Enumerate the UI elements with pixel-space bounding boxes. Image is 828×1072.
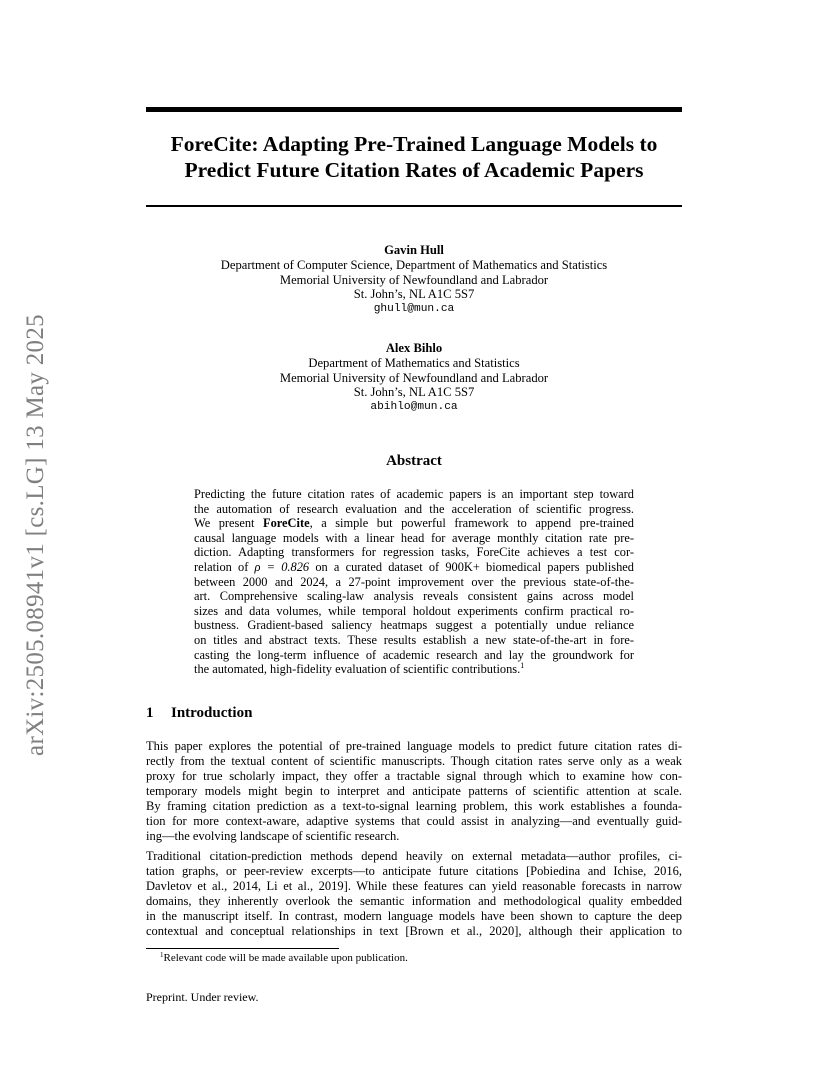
author-address: St. John’s, NL A1C 5S7 bbox=[353, 287, 475, 302]
abstract-text: relation of bbox=[194, 559, 255, 574]
section-number: 1 bbox=[146, 705, 154, 721]
section-heading-introduction bbox=[146, 705, 252, 722]
method-name: ForeCite bbox=[263, 516, 310, 531]
paragraph-line: tation graphs, or peer-review excerpts—to anticipate future citations [Pobiedina and Ichise, 2016, bbox=[146, 864, 682, 878]
paragraph-line: contextual and conceptual relationships in text [Brown et al., 2020], although their application to bbox=[146, 924, 682, 938]
title-line-1: ForeCite: Adapting Pre-Trained Language Models to bbox=[170, 132, 658, 156]
paragraph-line: ing—the evolving landscape of scientific research. bbox=[146, 829, 400, 843]
abstract-line bbox=[194, 560, 634, 575]
abstract-line: diction. Adapting transformers for regression tasks, ForeCite achieves a test cor- bbox=[194, 545, 634, 560]
paragraph-line: proxy for true scholarly impact, they offer a tractable signal through which to examine how con- bbox=[146, 769, 682, 783]
abstract-line bbox=[194, 662, 634, 677]
paragraph-line: Traditional citation-prediction methods depend heavily on external metadata—author profiles, ci- bbox=[146, 849, 682, 863]
paragraph-line: domains, they inherently overlook the semantic information and methodological quality embedded bbox=[146, 894, 682, 908]
abstract-line: Predicting the future citation rates of academic papers is an important step toward bbox=[194, 487, 634, 501]
intro-paragraph-1 bbox=[146, 739, 682, 844]
footnote-rule bbox=[146, 948, 339, 949]
author-affiliation: Department of Mathematics and Statistics bbox=[308, 355, 520, 370]
arxiv-identifier bbox=[6, 290, 66, 780]
section-title: Introduction bbox=[171, 705, 253, 721]
author-block-2 bbox=[146, 341, 682, 415]
paragraph-line: temporary models might begin to interpret and anticipate patterns of scientific attention at scale. bbox=[146, 784, 682, 798]
abstract-body bbox=[194, 487, 634, 677]
author-email[interactable]: abihlo@mun.ca bbox=[370, 401, 458, 414]
abstract-line: bustness. Gradient-based saliency heatmaps suggest a potentially undue reliance bbox=[194, 618, 634, 633]
abstract-line: sizes and data volumes, while temporal holdout experiments confirm practical ro- bbox=[194, 603, 634, 618]
footnote bbox=[160, 952, 408, 965]
title-line-2: Predict Future Citation Rates of Academic Papers bbox=[184, 158, 644, 182]
abstract-line: between 2000 and 2024, a 27-point improvement over the previous state-of-the- bbox=[194, 574, 634, 589]
author-name: Alex Bihlo bbox=[385, 341, 443, 355]
author-name: Gavin Hull bbox=[384, 243, 444, 257]
paragraph-line: Davletov et al., 2014, Li et al., 2019]. While these features can yield reasonable forecasts in narrow bbox=[146, 879, 682, 893]
author-institution: Memorial University of Newfoundland and Labrador bbox=[279, 370, 549, 385]
abstract-text: the automated, high-fidelity evaluation of scientific contributions. bbox=[194, 662, 521, 677]
correlation-value: ρ = 0.826 bbox=[254, 559, 310, 574]
abstract-line bbox=[194, 516, 634, 531]
abstract-line: on titles and abstract texts. These results establish a new state-of-the-art in fore- bbox=[194, 632, 634, 647]
author-affiliation: Department of Computer Science, Department of Mathematics and Statistics bbox=[220, 257, 608, 272]
paragraph-line: tion for more context-aware, adaptive systems that could assist in analyzing—and eventually guid- bbox=[146, 814, 682, 828]
author-block-1 bbox=[146, 243, 682, 317]
arxiv-identifier-text: arXiv:2505.08941v1 [cs.LG] 13 May 2025 bbox=[22, 314, 49, 756]
paragraph-line: By framing citation prediction as a text-to-signal learning problem, this work establishes a founda- bbox=[146, 799, 682, 813]
footnote-marker[interactable]: 1 bbox=[520, 661, 525, 671]
abstract-line: causal language models with a linear head for average monthly citation rate pre- bbox=[194, 530, 634, 545]
abstract-text: We present bbox=[194, 516, 264, 531]
abstract-heading: Abstract bbox=[386, 453, 442, 469]
title-top-rule bbox=[146, 107, 682, 112]
footnote-text: Relevant code will be made available upon publication. bbox=[163, 952, 408, 964]
paragraph-line: rectly from the textual content of scientific manuscripts. Though citation rates serve only as a weak bbox=[146, 754, 682, 768]
author-email[interactable]: ghull@mun.ca bbox=[373, 303, 455, 316]
author-address: St. John’s, NL A1C 5S7 bbox=[353, 385, 475, 400]
author-institution: Memorial University of Newfoundland and Labrador bbox=[279, 272, 549, 287]
paragraph-line: in the manuscript itself. In contrast, modern language models have been shown to capture the deep bbox=[146, 909, 682, 923]
title-bottom-rule bbox=[146, 205, 682, 207]
paragraph-line: This paper explores the potential of pre-trained language models to predict future citation rates di- bbox=[146, 739, 682, 753]
abstract-text: , a simple but powerful framework to append pre-trained bbox=[309, 516, 634, 531]
abstract-text: on a curated dataset of 900K+ biomedical papers published bbox=[309, 559, 634, 574]
abstract-line: casting the long-term influence of academic research and lay the groundwork for bbox=[194, 647, 634, 662]
intro-paragraph-2 bbox=[146, 849, 682, 939]
paper-title bbox=[140, 131, 688, 183]
abstract-line: the automation of research evaluation and the acceleration of scientific progress. bbox=[194, 501, 634, 516]
abstract-line: art. Comprehensive scaling-law analysis reveals consistent gains across model bbox=[194, 589, 634, 604]
preprint-notice: Preprint. Under review. bbox=[146, 990, 259, 1004]
footnote-number: 1 bbox=[160, 951, 164, 959]
